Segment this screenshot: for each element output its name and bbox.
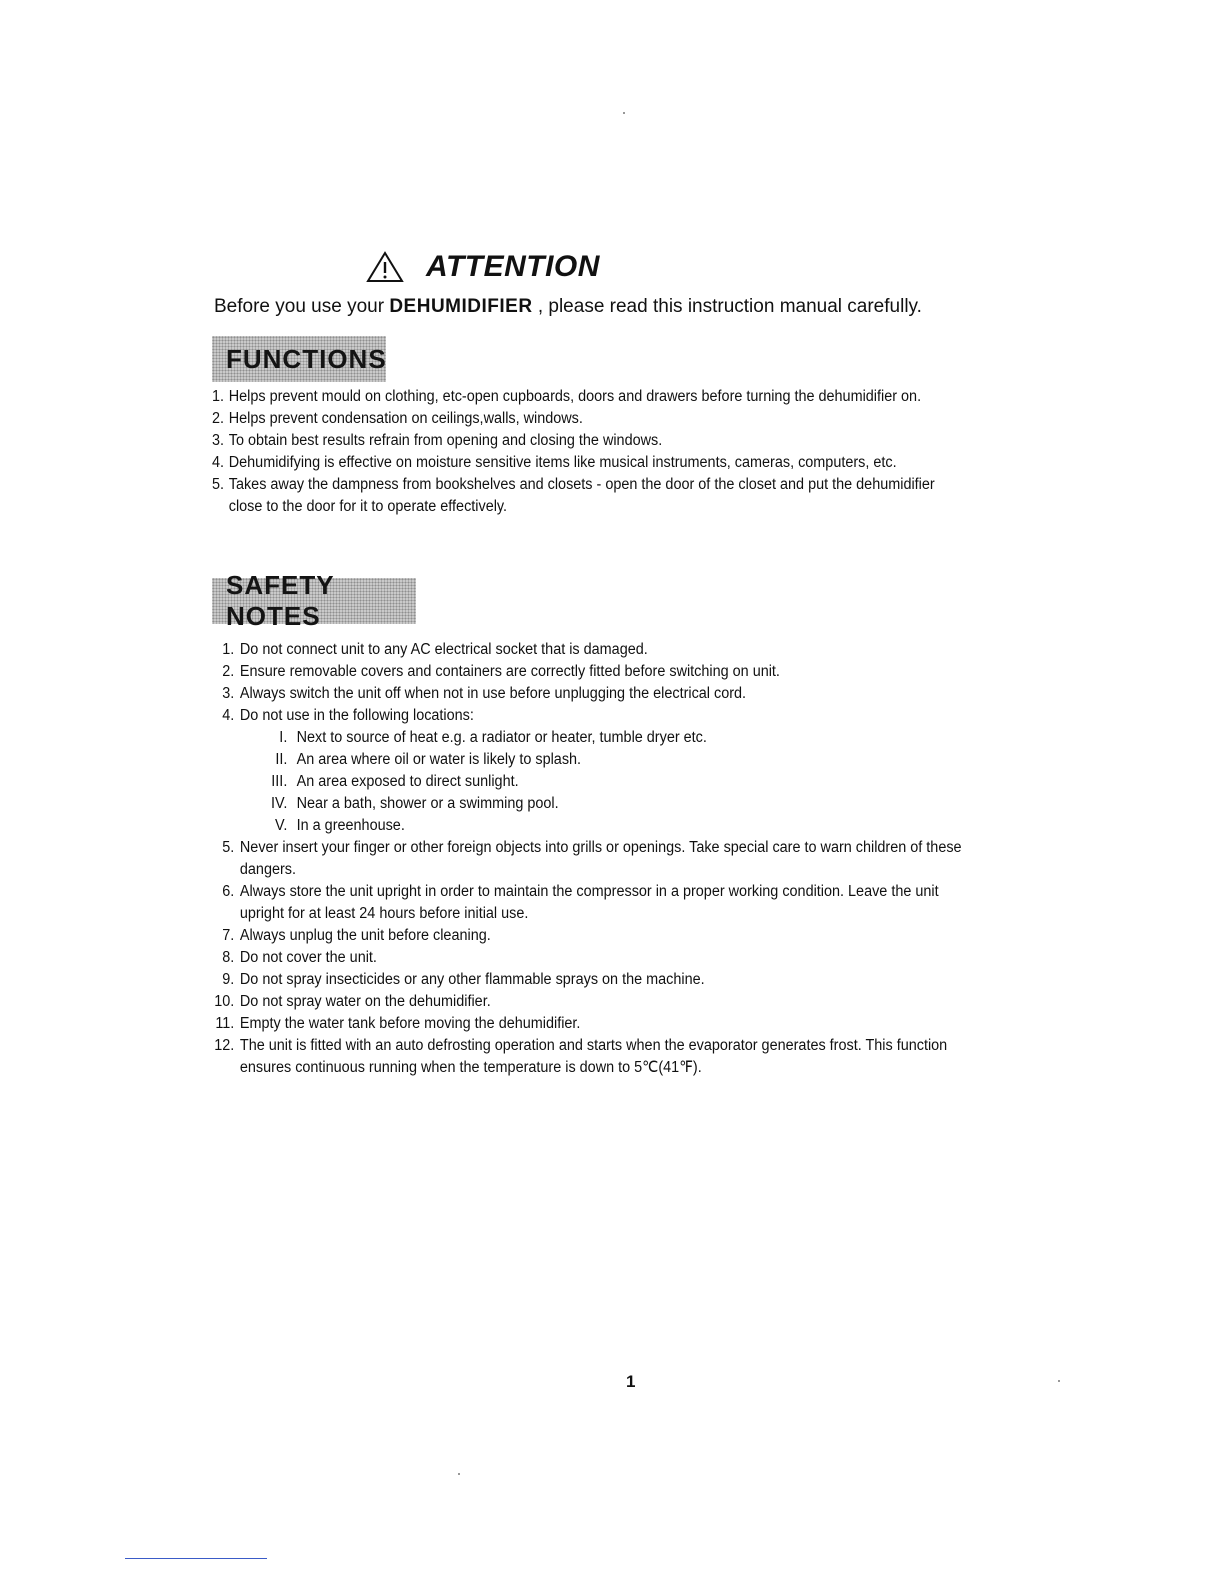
item-text: Takes away the dampness from bookshelves and closets - open the door of the closet and put the dehumidifier close to the door for it to operate effectively. <box>228 476 935 515</box>
list-item <box>212 991 984 1013</box>
list-item <box>212 386 937 408</box>
locations-sub-list <box>240 727 984 837</box>
list-item <box>212 881 984 925</box>
intro-before: Before you use your <box>214 296 390 317</box>
item-number: 2. <box>212 410 225 427</box>
functions-list <box>212 386 937 518</box>
list-item <box>212 683 984 705</box>
list-item <box>212 705 984 837</box>
item-number: 11. <box>215 1015 235 1032</box>
item-number: 4. <box>222 707 235 724</box>
item-text: Always store the unit upright in order to maintain the compressor in a proper working condition. Leave the unit upright for at least 24 hours before initial use. <box>239 883 939 922</box>
roman-numeral: V. <box>275 817 288 834</box>
roman-numeral: I. <box>279 729 288 746</box>
item-number: 6. <box>222 883 235 900</box>
list-item <box>212 639 984 661</box>
item-text: To obtain best results refrain from opening and closing the windows. <box>228 432 663 449</box>
scan-speck <box>458 1473 460 1475</box>
item-text: Do not connect unit to any AC electrical socket that is damaged. <box>239 641 648 658</box>
attention-heading <box>366 250 600 284</box>
item-text: Always unplug the unit before cleaning. <box>239 927 491 944</box>
item-text: Helps prevent mould on clothing, etc-open cupboards, doors and drawers before turning the dehumidifier on. <box>228 388 922 405</box>
item-text: Do not cover the unit. <box>239 949 377 966</box>
item-text: Helps prevent condensation on ceilings,walls, windows. <box>228 410 583 427</box>
attention-title: ATTENTION <box>426 250 600 283</box>
list-item <box>212 837 984 881</box>
sub-list-item <box>269 815 984 837</box>
item-text: Always switch the unit off when not in use before unplugging the electrical cord. <box>239 685 747 702</box>
warning-triangle-icon <box>366 251 404 283</box>
list-item <box>212 430 937 452</box>
functions-header: FUNCTIONS <box>212 336 386 382</box>
sub-list-item <box>269 771 984 793</box>
intro-product: DEHUMIDIFIER <box>389 296 533 317</box>
item-number: 3. <box>212 432 225 449</box>
item-number: 8. <box>222 949 235 966</box>
item-text: Do not use in the following locations: <box>239 707 474 724</box>
list-item <box>212 1013 984 1035</box>
item-number: 4. <box>212 454 225 471</box>
scan-speck <box>1058 1380 1060 1382</box>
item-text: Do not spray insecticides or any other flammable sprays on the machine. <box>239 971 705 988</box>
item-number: 3. <box>222 685 235 702</box>
sub-item-text: Near a bath, shower or a swimming pool. <box>296 795 559 812</box>
roman-numeral: III. <box>271 773 288 790</box>
item-number: 1. <box>222 641 235 658</box>
item-number: 10. <box>214 993 235 1010</box>
sub-list-item <box>269 749 984 771</box>
roman-numeral: II. <box>275 751 288 768</box>
scan-artifact-line <box>125 1558 267 1559</box>
safety-notes-list <box>212 639 984 1079</box>
list-item <box>212 969 984 991</box>
item-number: 1. <box>212 388 225 405</box>
roman-numeral: IV. <box>271 795 288 812</box>
sub-list-item <box>269 793 984 815</box>
item-number: 12. <box>214 1037 235 1054</box>
list-item <box>212 947 984 969</box>
item-number: 2. <box>222 663 235 680</box>
list-item <box>212 452 937 474</box>
safety-notes-header: SAFETY NOTES <box>212 578 416 624</box>
item-text: Do not spray water on the dehumidifier. <box>239 993 491 1010</box>
list-item <box>212 474 937 518</box>
sub-item-text: In a greenhouse. <box>296 817 405 834</box>
item-number: 7. <box>222 927 235 944</box>
scan-speck <box>623 112 625 114</box>
intro-sentence <box>214 296 922 318</box>
sub-item-text: An area where oil or water is likely to splash. <box>296 751 582 768</box>
item-text: Never insert your finger or other foreign objects into grills or openings. Take special care to warn children of these dangers. <box>239 839 962 878</box>
sub-item-text: Next to source of heat e.g. a radiator or heater, tumble dryer etc. <box>296 729 707 746</box>
item-number: 5. <box>212 476 225 493</box>
item-number: 9. <box>222 971 235 988</box>
sub-list-item <box>269 727 984 749</box>
list-item <box>212 408 937 430</box>
list-item <box>212 661 984 683</box>
sub-item-text: An area exposed to direct sunlight. <box>296 773 519 790</box>
item-text: Empty the water tank before moving the dehumidifier. <box>239 1015 581 1032</box>
page-number: 1 <box>626 1372 636 1391</box>
item-number: 5. <box>222 839 235 856</box>
item-text: Dehumidifying is effective on moisture sensitive items like musical instruments, cameras, computers, etc. <box>228 454 897 471</box>
item-text: Ensure removable covers and containers are correctly fitted before switching on unit. <box>239 663 780 680</box>
list-item <box>212 925 984 947</box>
list-item <box>212 1035 984 1079</box>
intro-after: , please read this instruction manual carefully. <box>532 296 922 317</box>
item-text: The unit is fitted with an auto defrosting operation and starts when the evaporator generates frost. This function ensures continuous running when the temperature is down to 5℃(41℉). <box>239 1037 948 1076</box>
